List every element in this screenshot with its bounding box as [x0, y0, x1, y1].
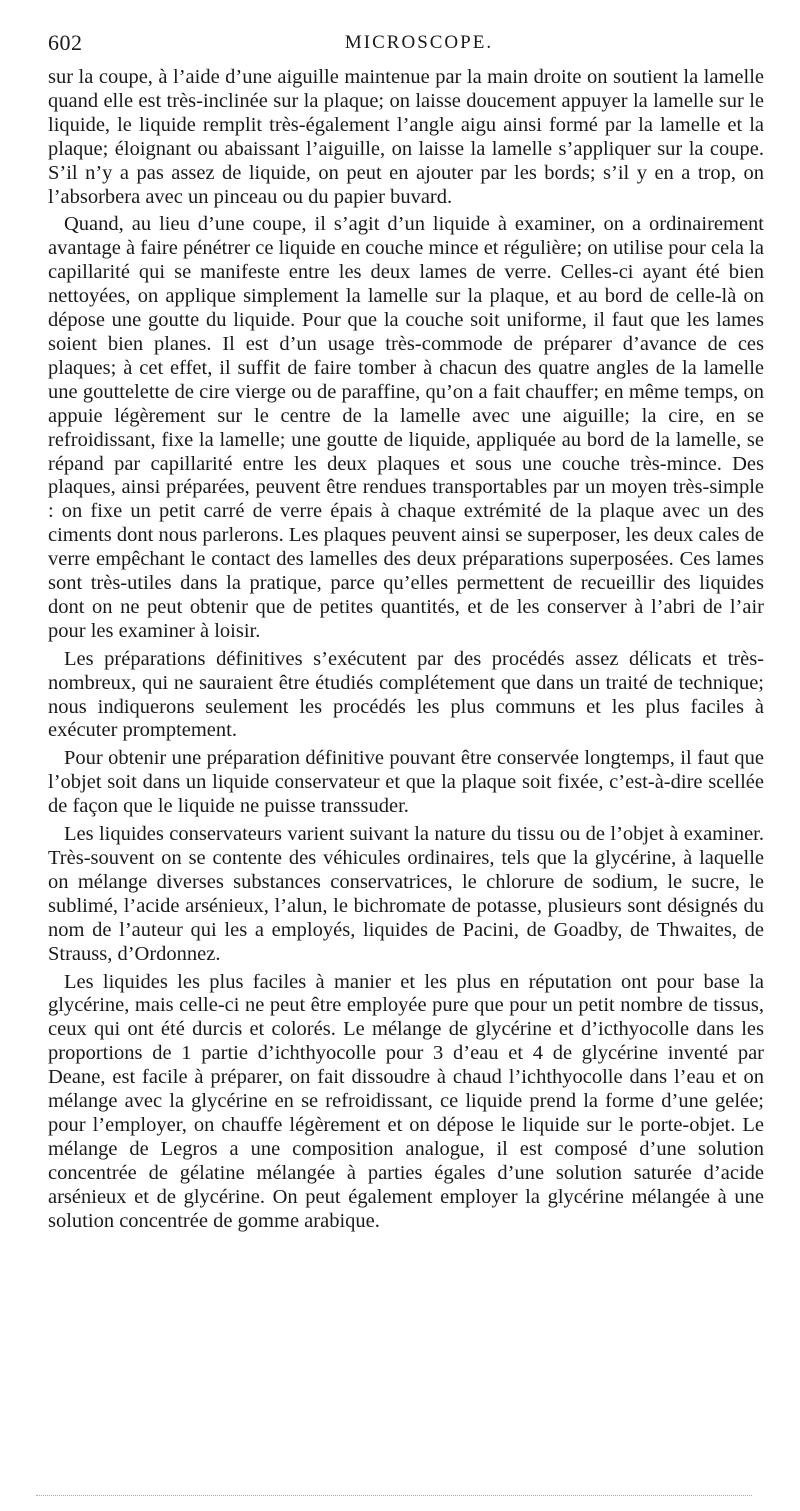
paragraph: Les liquides les plus faciles à manier et les plus en réputation ont pour base la glycérine, mais celle-ci ne peut être employée pure que pour un petit nombre de tissus, ceux qui ont été durcis et colorés. Le mélange de glycérine et d’icthyocolle dans les proportions de 1 partie d’ichthyocolle pour 3 d’eau et 4 de glycérine inventé par Deane, est facile à préparer, on fait dissoudre à chaud l’ichthyocolle dans l’eau et on mélange avec la glycérine en se refroidissant, ce liquide prend la forme d’une gelée; pour l’employer, on chauffe légèrement et on dépose le liquide sur le porte-objet. Le mélange de Legros a une composition analogue, il est composé d’une solution concentrée de gélatine mélangée à parties égales d’une solution saturée d’acide arsénieux et de glycérine. On peut également employer la glycérine mélangée à une solution concentrée de gomme arabique. — [48, 970, 764, 1232]
footer-divider — [36, 1495, 752, 1498]
paragraph: Les préparations définitives s’exécutent par des procédés assez délicats et très-nombreux, qui ne sauraient être étudiés complétement que dans un traité de technique; nous indiquerons seulement les procédés les plus communs et les plus faciles à exécuter promptement. — [48, 647, 764, 742]
page-header — [48, 30, 760, 60]
body-text — [48, 66, 764, 1238]
paragraph: Pour obtenir une préparation définitive pouvant être conservée longtemps, il faut que l’objet soit dans un liquide conservateur et que la plaque soit fixée, c’est-à-dire scellée de façon que le liquide ne puisse transsuder. — [48, 747, 764, 818]
paragraph: Quand, au lieu d’une coupe, il s’agit d’un liquide à examiner, on a ordinairement avantage à faire pénétrer ce liquide en couche mince et régulière; on utilise pour cela la capillarité qui se manifeste entre les deux lames de verre. Celles-ci ayant été bien nettoyées, on applique simplement la lamelle sur la plaque, et au bord de celle-là on dépose une goutte du liquide. Pour que la couche soit uniforme, il faut que les lames soient bien planes. Il est d’un usage très-commode de préparer d’avance de ces plaques; à cet effet, il suffit de faire tomber à chacun des quatre angles de la lamelle une gouttelette de cire vierge ou de paraffine, qu’on a fait chauffer; en même temps, on appuie légèrement sur le centre de la lamelle avec une aiguille; la cire, en se refroidissant, fixe la lamelle; une goutte de liquide, appliquée au bord de la lamelle, se répand par capillarité entre les deux plaques et sous une couche très-mince. Des plaques, ainsi préparées, peuvent être rendues transportables par un moyen très-simple : on fixe un petit carré de verre épais à chaque extrémité de la plaque avec un des ciments dont nous parlerons. Les plaques peuvent ainsi se superposer, les deux cales de verre empêchant le contact des lamelles des deux préparations superposées. Ces lames sont très-utiles dans la pratique, parce qu’elles permettent de recueillir des liquides dont on ne peut obtenir que de petites quantités, et de les conserver à l’abri de l’air pour les examiner à loisir. — [48, 213, 764, 642]
page-number: 602 — [48, 30, 83, 55]
paragraph: Les liquides conservateurs varient suivant la nature du tissu ou de l’objet à examiner. Très-souvent on se contente des véhicules ordinaires, tels que la glycérine, à laquelle on mélange diverses substances conservatrices, le chlorure de sodium, le sucre, le sublimé, l’acide arsénieux, l’alun, le bichromate de potasse, plusieurs sont désignés du nom de l’auteur qui les a employés, liquides de Pacini, de Goadby, de Thwaites, de Strauss, d’Ordonnez. — [48, 823, 764, 965]
running-title: MICROSCOPE. — [344, 32, 494, 53]
paragraph: sur la coupe, à l’aide d’une aiguille maintenue par la main droite on soutient la lamelle quand elle est très-inclinée sur la plaque; on laisse doucement appuyer la lamelle sur le liquide, le liquide remplit très-également l’angle aigu ainsi formé par la lamelle et la plaque; éloignant ou abaissant l’aiguille, on laisse la lamelle s’appliquer sur la coupe. S’il n’y a pas assez de liquide, on peut en ajouter par les bords; s’il y en a trop, on l’absorbera avec un pinceau ou du papier buvard. — [48, 66, 764, 208]
